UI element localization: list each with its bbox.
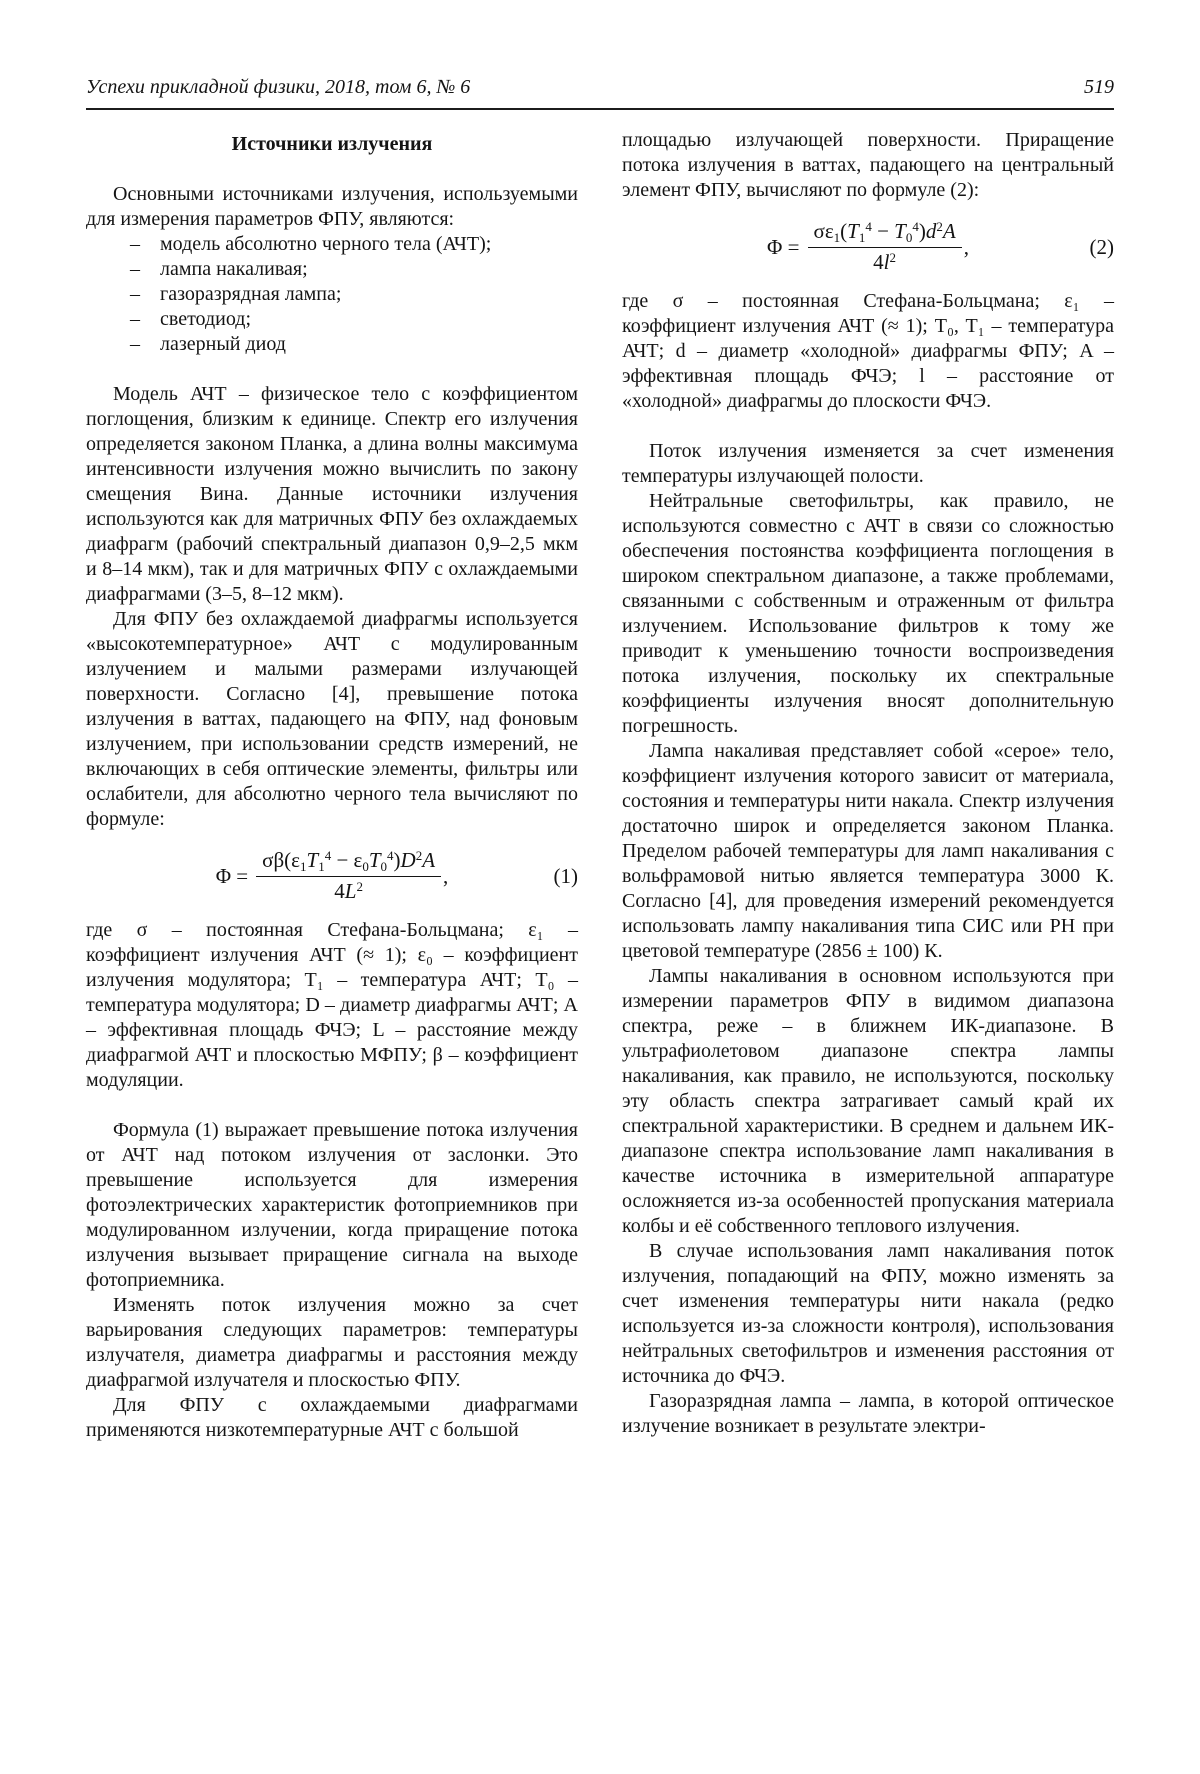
list-item-text: газоразрядная лампа; xyxy=(160,283,342,305)
list-item-text: светодиод; xyxy=(160,308,252,330)
list-item xyxy=(86,257,578,282)
formula-2-comma: , xyxy=(963,234,969,259)
right-column xyxy=(622,128,1114,1443)
blank-line xyxy=(86,1093,578,1118)
paragraph-flux-change: Поток излучения изменяется за счет изменения температуры излучающей полости. xyxy=(622,440,1114,487)
list-dash-marker: – xyxy=(130,308,140,330)
formula-1-lhs: Φ = xyxy=(215,863,249,888)
paragraph-where-2: где σ – постоянная Стефана-Больцмана; ε₁ – коэффициент излучения АЧТ (≈ 1); T₀, T₁ – температура АЧТ; d – диаметр «холодной» диафрагмы ФПУ; A – эффективная площадь ФЧЭ; l – расстояние от «холодной» диафрагмы до плоскости ФЧЭ. xyxy=(622,290,1114,412)
formula-1-number: (1) xyxy=(553,863,578,888)
paragraph-model-acht: Модель АЧТ – физическое тело с коэффициентом поглощения, близким к единице. Спектр его излучения определяется законом Планка, а длина волны максимума интенсивности излучения можно вычислить по закону смещения Вина. Данные источники излучения используются как для матричных ФПУ без охлаждаемых диафрагм (рабочий спектральный диапазон 0,9–2,5 мкм и 8–14 мкм), так и для матричных ФПУ с охлаждаемыми диафрагмами (3–5, 8–12 мкм). xyxy=(86,383,578,605)
list-dash-marker: – xyxy=(130,233,140,255)
list-item-text: модель абсолютно черного тела (АЧТ); xyxy=(160,233,492,255)
list-item xyxy=(86,282,578,307)
list-dash-marker: – xyxy=(130,258,140,280)
formula-1-numerator: $\sigma\beta(\varepsilon_1T_1^4 - \varepsilon_0T_0^4)D^2A$ xyxy=(262,848,436,874)
section-title: Источники излучения xyxy=(231,133,433,155)
paragraph-lamp-flux-control: В случае использования ламп накаливания поток излучения, попадающий на ФПУ, можно изменять за счет изменения температуры нити накала (редко используется из-за сложности контроля), использования нейтральных светофильтров и изменения расстояния от источника до ФЧЭ. xyxy=(622,1240,1114,1387)
list-dash-marker: – xyxy=(130,283,140,305)
formula-2-denominator: $4l^2$ xyxy=(808,247,962,275)
left-column xyxy=(86,128,578,1443)
formula-1-fraction xyxy=(256,848,441,904)
paragraph-neutral-filters: Нейтральные светофильтры, как правило, не используются совместно с АЧТ в связи со сложностью обеспечения постоянства коэффициента поглощения в широком спектральном диапазоне, а также проблемами, связанными с собственным и отраженным от фильтра излучением. Использование фильтров к тому же приводит к уменьшению точности воспроизведения потока излучения, поскольку их спектральные коэффициенты излучения вносят дополнительную погрешность. xyxy=(622,490,1114,737)
running-head xyxy=(86,76,1114,110)
formula-2-fraction xyxy=(808,219,962,275)
formula-1-comma: , xyxy=(443,863,449,888)
list-item xyxy=(86,332,578,357)
page-number: 519 xyxy=(1084,76,1114,98)
paragraph-vary-parameters: Изменять поток излучения можно за счет варьирования следующих параметров: температуры излучателя, диаметра диафрагмы и расстояния между диафрагмой излучателя и плоскостью ФПУ. xyxy=(86,1294,578,1391)
formula-2-lhs: Φ = xyxy=(767,234,800,259)
list-item xyxy=(86,307,578,332)
formula-2-number: (2) xyxy=(1089,234,1114,259)
paragraph-radiating-area: площадью излучающей поверхности. Приращение потока излучения в ваттах, падающего на центральный элемент ФПУ, вычисляют по формуле (2): xyxy=(622,129,1114,201)
journal-title: Успехи прикладной физики, 2018, том 6, № 6 xyxy=(86,76,471,98)
blank-line xyxy=(622,414,1114,439)
paragraph-intro: Основными источниками излучения, используемыми для измерения параметров ФПУ, являются: xyxy=(86,183,578,230)
list-item-text: лазерный диод xyxy=(160,333,286,355)
blank-line xyxy=(86,357,578,382)
formula-1-denominator: $4L^2$ xyxy=(256,876,441,904)
formula-2-numerator: $\sigma\varepsilon_1(T_1^4 - T_0^4)d^2A$ xyxy=(813,219,956,245)
page-body xyxy=(86,128,1114,1443)
paragraph-gas-discharge-lamp: Газоразрядная лампа – лампа, в которой оптическое излучение возникает в результате электри- xyxy=(622,1390,1114,1437)
formula-1 xyxy=(86,848,578,904)
formula-2 xyxy=(622,219,1114,275)
list-item xyxy=(86,232,578,257)
paragraph-lamps-usage: Лампы накаливания в основном используются при измерении параметров ФПУ в видимом диапазона спектра, реже – в ближнем ИК-диапазоне. В ультрафиолетовом диапазоне спектра лампы накаливания, как правило, не используются, поскольку эту область спектра затрагивает самый край их спектральной характеристики. В среднем и дальнем ИК-диапазоне спектра использование ламп накаливания в качестве источника в измерительной аппаратуре осложняется из-за особенностей пропускания материала колбы и её собственного теплового излучения. xyxy=(622,965,1114,1237)
list-item-text: лампа накаливая; xyxy=(160,258,308,280)
paragraph-formula-meaning: Формула (1) выражает превышение потока излучения от АЧТ над потоком излучения от заслонки. Это превышение используется для измерения фотоэлектрических характеристик фотоприемников при модулированном излучении, когда приращение потока излучения вызывает приращение сигнала на выходе фотоприемника. xyxy=(86,1119,578,1291)
paragraph-cooled-diaphragm: Для ФПУ с охлаждаемыми диафрагмами применяются низкотемпературные АЧТ с большой xyxy=(86,1394,578,1441)
paragraph-fpu-uncooled: Для ФПУ без охлаждаемой диафрагмы используется «высокотемпературное» АЧТ с модулированным излучением и малыми размерами излучающей поверхности. Согласно [4], превышение потока излучения в ваттах, падающего на ФПУ, над фоновым излучением, при использовании средств измерений, не включающих в себя оптические элементы, фильтры или ослабители, для абсолютно черного тела вычисляют по формуле: xyxy=(86,608,578,830)
list-dash-marker: – xyxy=(130,333,140,355)
paragraph-where-1: где σ – постоянная Стефана-Больцмана; ε₁ – коэффициент излучения АЧТ (≈ 1); ε₀ – коэффициент излучения модулятора; T₁ – температура АЧТ; T₀ – температура модулятора; D – диаметр диафрагмы АЧТ; A – эффективная площадь ФЧЭ; L – расстояние между диафрагмой АЧТ и плоскостью МФПУ; β – коэффициент модуляции. xyxy=(86,919,578,1091)
paragraph-incandescent-lamp: Лампа накаливая представляет собой «серое» тело, коэффициент излучения которого зависит от материала, состояния и температуры нити накала. Спектр излучения достаточно широк и определяется законом Планка. Пределом рабочей температуры для ламп накаливания с вольфрамовой нитью является температура 3000 К. Согласно [4], для проведения измерений рекомендуется использовать лампу накаливания типа СИС или РН при цветовой температуре (2856 ± 100) К. xyxy=(622,740,1114,962)
